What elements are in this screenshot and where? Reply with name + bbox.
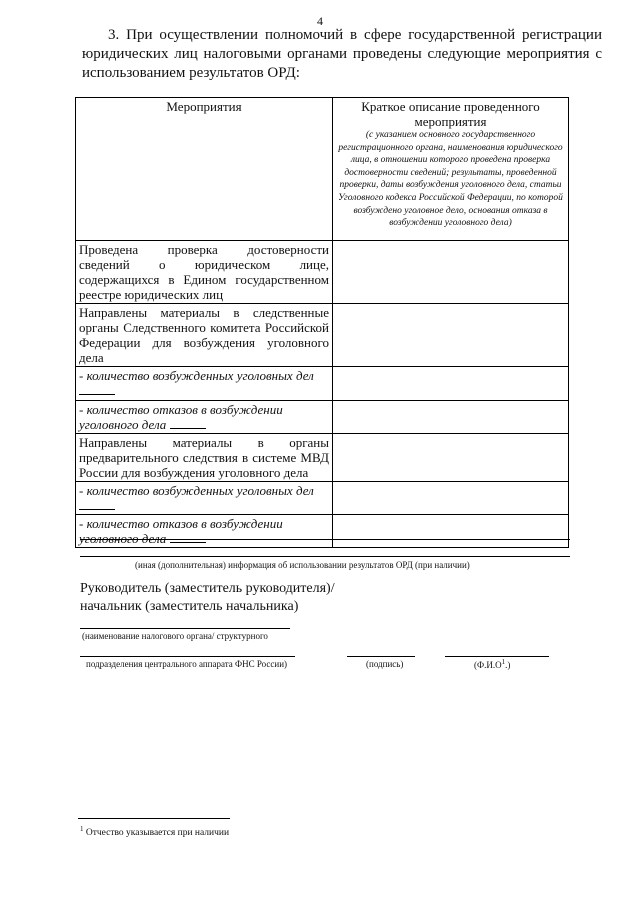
org-subdivision-line[interactable] <box>80 656 295 657</box>
fio-caption: $(Ф.И.О^1.)$ <box>474 658 511 670</box>
header-description-title: Краткое описание проведенного мероприятия <box>361 99 540 129</box>
row-check-reliability: Проведена проверка достоверности сведений о юридическом лице, содержащихся в Едином государственном реестре юридических лиц <box>76 241 333 304</box>
signer-title-line-1: Руководитель (заместитель руководителя)/ <box>80 581 335 596</box>
row-ic-refusals: - количество отказов в возбуждении уголовного дела <box>76 401 333 434</box>
intro-paragraph: 3. При осуществлении полномочий в сфере государственной регистрации юридических лиц налоговыми органами проведены следующие мероприятия с использованием результатов ОРД: <box>82 27 602 81</box>
table-row <box>76 367 569 401</box>
row-ic-cases-opened: - количество возбужденных уголовных дел <box>76 367 333 401</box>
activities-table <box>75 97 569 548</box>
row-check-reliability-value[interactable] <box>333 241 569 304</box>
table-row <box>76 482 569 515</box>
row-mvd-cases-opened: - количество возбужденных уголовных дел <box>76 482 333 515</box>
footnote <box>80 825 229 838</box>
signer-title-line-2: начальник (заместитель начальника) <box>80 599 299 614</box>
org-caption-line-1: (наименование налогового органа/ структурного <box>82 631 268 641</box>
page-number: 4 <box>317 14 323 28</box>
table-row <box>76 304 569 367</box>
row-mvd-refusals: - количество отказов в возбуждении уголовного дела <box>76 515 333 548</box>
row-sent-investigative-committee: Направлены материалы в следственные органы Следственного комитета Российской Федерации для возбуждения уголовного дела <box>76 304 333 367</box>
org-caption-line-2: подразделения центрального аппарата ФНС России) <box>86 659 288 669</box>
table-row <box>76 434 569 482</box>
additional-info-caption: (иная (дополнительная) информация об использовании результатов ОРД (при наличии) <box>135 560 470 570</box>
row-ic-refusals-value[interactable] <box>333 401 569 434</box>
signature-line[interactable] <box>347 656 415 657</box>
table-row <box>76 241 569 304</box>
footnote-text: Отчество указывается при наличии <box>85 828 230 839</box>
signer-title <box>80 580 335 616</box>
footnote-separator <box>78 818 230 819</box>
row-ic-cases-opened-value[interactable] <box>333 367 569 401</box>
row-sent-mvd: Направлены материалы в органы предварительного следствия в системе МВД России для возбуждения уголовного дела <box>76 434 333 482</box>
header-description-note: (с указанием основного государственного регистрационного органа, наименования юридического лица, в отношении которого проведена проверка достоверности сведений; результаты, проведенной проверки, даты возбуждения уголовного дела, статьи Уголовного кодекса Российской Федерации, по которой возбуждено уголовное дело, основания отказа в возбуждении уголовного дела) <box>338 130 563 229</box>
footnote-marker: 1 <box>80 825 84 833</box>
additional-info-line-2[interactable] <box>80 556 570 557</box>
header-activities: Мероприятия <box>76 98 333 241</box>
table-header-row <box>76 98 569 241</box>
row-sent-investigative-committee-value[interactable] <box>333 304 569 367</box>
signature-caption: (подпись) <box>366 659 404 669</box>
row-mvd-refusals-value[interactable] <box>333 515 569 548</box>
row-sent-mvd-value[interactable] <box>333 434 569 482</box>
org-name-line[interactable] <box>80 628 290 629</box>
table-row <box>76 515 569 548</box>
additional-info-line-1[interactable] <box>80 539 570 540</box>
table-row <box>76 401 569 434</box>
fio-line[interactable] <box>445 656 549 657</box>
header-description <box>333 98 569 241</box>
row-mvd-cases-opened-value[interactable] <box>333 482 569 515</box>
